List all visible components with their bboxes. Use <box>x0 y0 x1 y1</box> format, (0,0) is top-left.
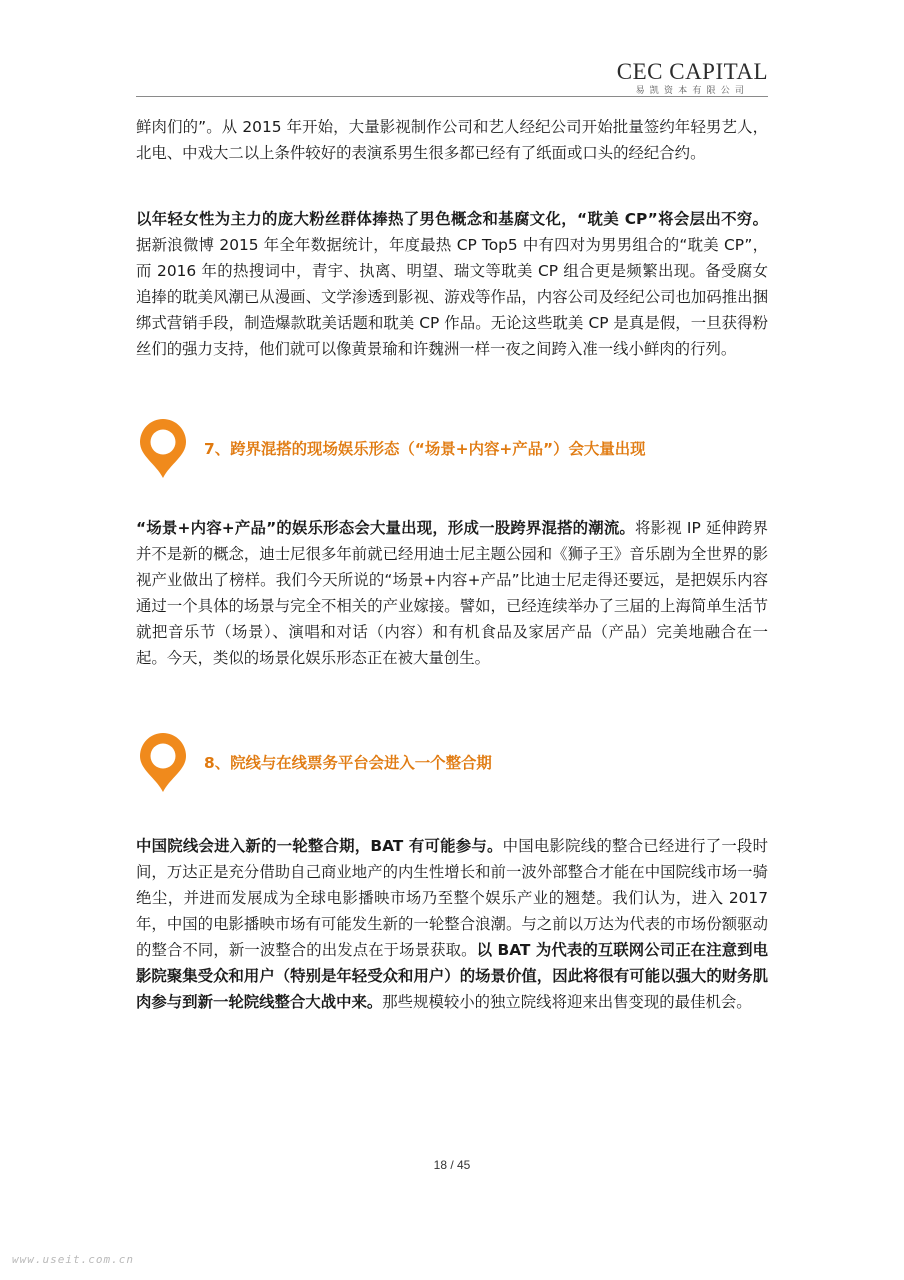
map-pin-icon <box>136 732 190 794</box>
paragraph-4-emphasis: 以 BAT 为代表的互联网公司正在注意到电影院聚集受众和用户（特别是年轻受众和用户）的场景价值，因此将很有可能以强大的财务肌肉参与到新一轮院线整合大战中来。 <box>136 941 768 1011</box>
paragraph-3-text: 将影视 IP 延伸跨界并不是新的概念，迪士尼很多年前就已经用迪士尼主题公园和《狮子王》音乐剧为全世界的影视产业做出了榜样。我们今天所说的“场景+内容+产品”比迪士尼走得还要远，是把娱乐内容通过一个具体的场景与完全不相关的产业嫁接。譬如，已经连续举办了三届的上海简单生活节就把音乐节（场景）、演唱和对话（内容）和有机食品及家居产品（产品）完美地融合在一起。今天，类似的场景化娱乐形态正在被大量创生。 <box>136 519 768 667</box>
paragraph-3-lead: “场景+内容+产品”的娱乐形态会大量出现，形成一股跨界混搭的潮流。 <box>136 519 636 537</box>
page-number: 18 / 45 <box>433 1158 471 1172</box>
section-7-title: 7、跨界混搭的现场娱乐形态（“场景+内容+产品”）会大量出现 <box>204 440 646 458</box>
section-8-title: 8、院线与在线票务平台会进入一个整合期 <box>204 754 492 772</box>
paragraph-1 <box>136 114 768 166</box>
paragraph-2-lead: 以年轻女性为主力的庞大粉丝群体捧热了男色概念和基腐文化，“耽美 CP”将会层出不穷。 <box>136 210 768 228</box>
logo-chinese-name: 易凯资本有限公司 <box>635 86 750 96</box>
paragraph-4-text: 中国电影院线的整合已经进行了一段时间，万达正是充分借助自己商业地产的内生性增长和前一波外部整合才能在中国院线市场一骑绝尘，并进而发展成为全球电影播映市场乃至整个娱乐产业的翘楚。我们认为，进入 2017 年，中国的电影播映市场有可能发生新的一轮整合浪潮。与之前以万达为代表的市场份额驱动的整合不同，新一波整合的出发点在于场景获取。 <box>136 837 768 959</box>
paragraph-4-closing: 那些规模较小的独立院线将迎来出售变现的最佳机会。 <box>382 993 752 1011</box>
paragraph-2-text: 据新浪微博 2015 年全年数据统计，年度最热 CP Top5 中有四对为男男组合的“耽美 CP”，而 2016 年的热搜词中，青宇、执离、明望、瑞文等耽美 CP 组合更是频繁出现。备受腐女追捧的耽美风潮已从漫画、文学渗透到影视、游戏等作品，内容公司及经纪公司也加码推出捆绑式营销手段，制造爆款耽美话题和耽美 CP 作品。无论这些耽美 CP 是真是假，一旦获得粉丝们的强力支持，他们就可以像黄景瑜和许魏洲一样一夜之间跨入准一线小鲜肉的行列。 <box>136 236 768 358</box>
paragraph-4 <box>136 833 768 1015</box>
header-divider <box>136 96 768 97</box>
paragraph-2 <box>136 206 768 362</box>
paragraph-3 <box>136 515 768 671</box>
company-logo <box>617 60 768 97</box>
paragraph-1-text: 鲜肉们的”。从 2015 年开始，大量影视制作公司和艺人经纪公司开始批量签约年轻男艺人，北电、中戏大二以上条件较好的表演系男生很多都已经有了纸面或口头的经纪合约。 <box>136 118 768 162</box>
site-watermark: www.useit.com.cn <box>12 1253 134 1266</box>
map-pin-icon <box>136 418 190 480</box>
paragraph-4-lead: 中国院线会进入新的一轮整合期，BAT 有可能参与。 <box>136 837 503 855</box>
logo-wordmark: CEC CAPITAL <box>616 59 768 84</box>
